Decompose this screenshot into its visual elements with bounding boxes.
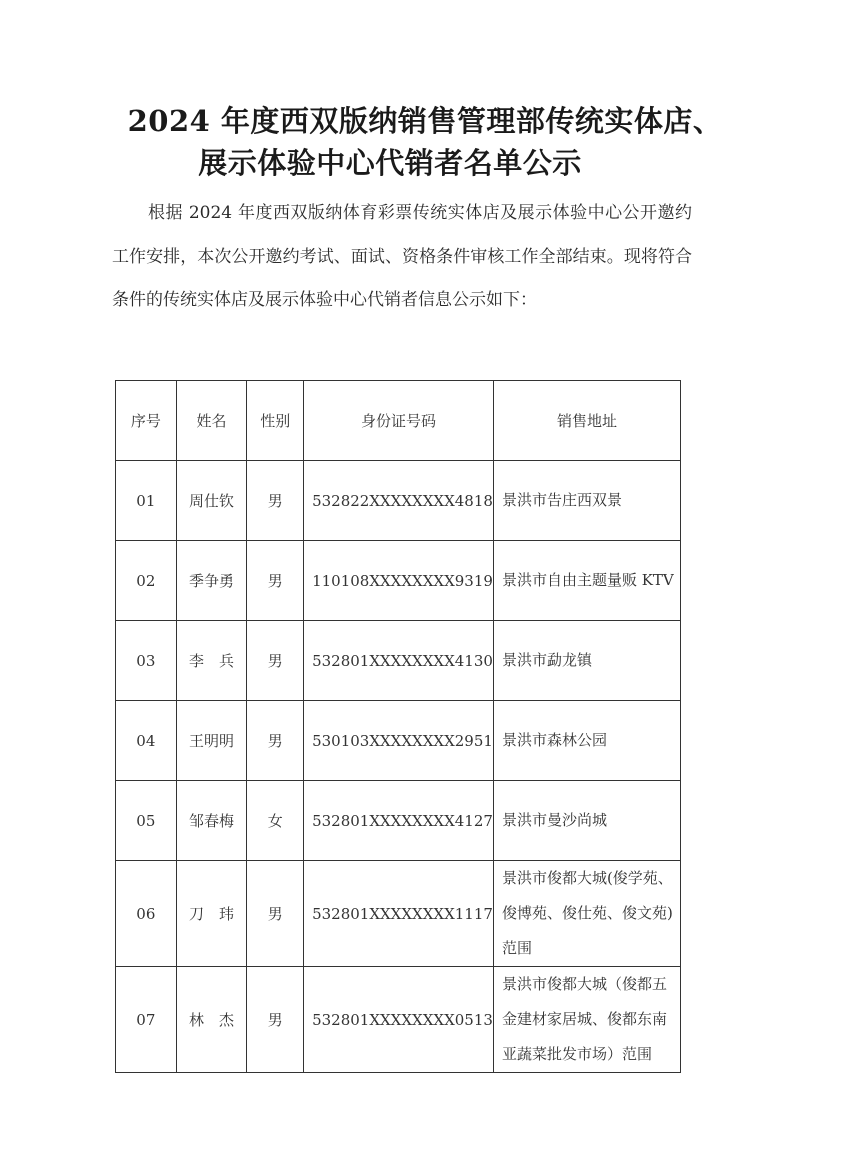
cell-no: 03 bbox=[116, 621, 177, 701]
cell-id-number: 532801XXXXXXXX4130 bbox=[304, 621, 494, 701]
header-name: 姓名 bbox=[176, 381, 247, 461]
table-row bbox=[116, 861, 681, 967]
cell-gender: 女 bbox=[247, 781, 304, 861]
table-row bbox=[116, 781, 681, 861]
header-gender: 性别 bbox=[247, 381, 304, 461]
cell-address: 景洪市勐龙镇 bbox=[493, 621, 680, 701]
table-header-row bbox=[116, 381, 681, 461]
cell-address: 景洪市自由主题量贩 KTV bbox=[493, 541, 680, 621]
cell-gender: 男 bbox=[247, 861, 304, 967]
header-id-number: 身份证号码 bbox=[304, 381, 494, 461]
cell-address: 景洪市俊都大城(俊学苑、俊博苑、俊仕苑、俊文苑)范围 bbox=[493, 861, 680, 967]
cell-id-number: 532801XXXXXXXX4127 bbox=[304, 781, 494, 861]
cell-name: 邹春梅 bbox=[176, 781, 247, 861]
cell-gender: 男 bbox=[247, 461, 304, 541]
intro-paragraph: 根据 2024 年度西双版纳体育彩票传统实体店及展示体验中心公开邀约工作安排，本次公开邀约考试、面试、资格条件审核工作全部结束。现将符合条件的传统实体店及展示体验中心代销者信息公示如下： bbox=[112, 203, 692, 310]
cell-id-number: 532801XXXXXXXX0513 bbox=[304, 967, 494, 1073]
cell-address: 景洪市告庄西双景 bbox=[493, 461, 680, 541]
cell-no: 05 bbox=[116, 781, 177, 861]
cell-no: 07 bbox=[116, 967, 177, 1073]
table-row bbox=[116, 541, 681, 621]
title-line-1: 2024 年度西双版纳销售管理部传统实体店、 bbox=[127, 104, 723, 138]
table-row bbox=[116, 701, 681, 781]
cell-no: 06 bbox=[116, 861, 177, 967]
cell-name: 季争勇 bbox=[176, 541, 247, 621]
table-row bbox=[116, 461, 681, 541]
header-address: 销售地址 bbox=[493, 381, 680, 461]
cell-gender: 男 bbox=[247, 541, 304, 621]
cell-name: 李 兵 bbox=[176, 621, 247, 701]
cell-no: 04 bbox=[116, 701, 177, 781]
cell-no: 01 bbox=[116, 461, 177, 541]
cell-name: 王明明 bbox=[176, 701, 247, 781]
cell-name: 周仕钦 bbox=[176, 461, 247, 541]
cell-id-number: 532801XXXXXXXX1117 bbox=[304, 861, 494, 967]
cell-address: 景洪市曼沙尚城 bbox=[493, 781, 680, 861]
cell-gender: 男 bbox=[247, 701, 304, 781]
cell-address: 景洪市森林公园 bbox=[493, 701, 680, 781]
cell-id-number: 530103XXXXXXXX2951 bbox=[304, 701, 494, 781]
roster-table bbox=[115, 380, 681, 1073]
table-row bbox=[116, 621, 681, 701]
cell-address: 景洪市俊都大城（俊都五金建材家居城、俊都东南亚蔬菜批发市场）范围 bbox=[493, 967, 680, 1073]
title-line-2: 展示体验中心代销者名单公示 bbox=[198, 146, 582, 180]
table-row bbox=[116, 967, 681, 1073]
document-title bbox=[0, 100, 850, 184]
cell-name: 林 杰 bbox=[176, 967, 247, 1073]
cell-id-number: 532822XXXXXXXX4818 bbox=[304, 461, 494, 541]
cell-gender: 男 bbox=[247, 621, 304, 701]
cell-id-number: 110108XXXXXXXX9319 bbox=[304, 541, 494, 621]
cell-name: 刀 玮 bbox=[176, 861, 247, 967]
header-no: 序号 bbox=[116, 381, 177, 461]
cell-gender: 男 bbox=[247, 967, 304, 1073]
cell-no: 02 bbox=[116, 541, 177, 621]
